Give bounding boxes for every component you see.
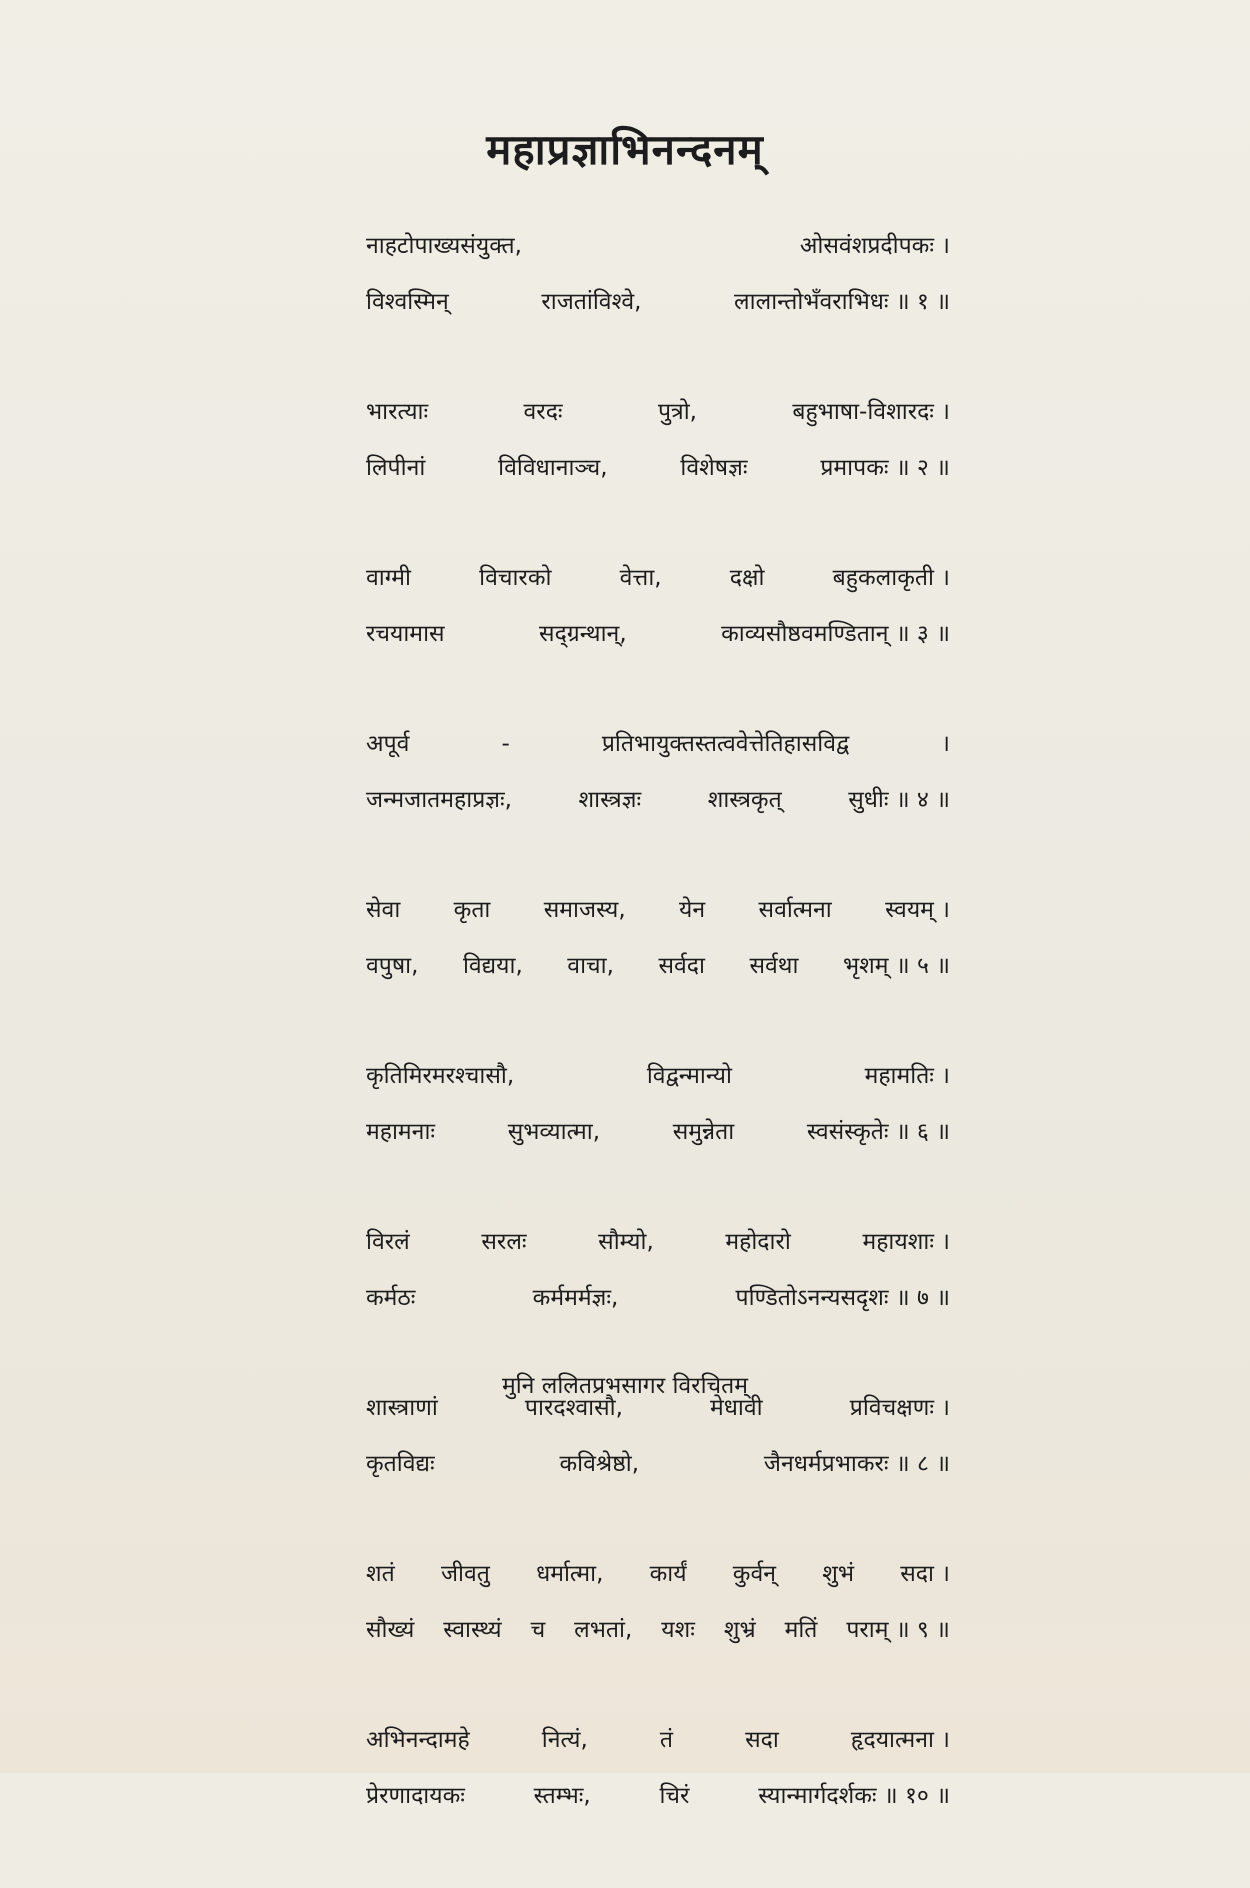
verse-line [366, 1778, 950, 1836]
verse-line [366, 1722, 950, 1778]
verse-word: वाचा, [567, 953, 614, 979]
verses [366, 228, 950, 1888]
verse-line [366, 1114, 950, 1172]
verse-word: विश्वस्मिन् [366, 289, 449, 315]
verse-word: यशः [661, 1617, 695, 1643]
verse-word: सुधीः ॥ ४ ॥ [848, 787, 950, 813]
verse-word: राजतांविश्वे, [541, 289, 642, 315]
verse-word: विद्वन्मान्यो [646, 1063, 732, 1089]
verse-word: समाजस्य, [543, 897, 626, 923]
verse-line [366, 560, 950, 616]
verse-word: शुभं [822, 1561, 855, 1587]
verse-word: स्तम्भः, [533, 1783, 591, 1809]
verse [366, 394, 950, 508]
verse-word: नाहटोपाख्यसंयुक्त, [366, 233, 522, 259]
verse-word: वेत्ता, [619, 565, 662, 591]
verse-word: - [501, 731, 510, 757]
verse-word: स्वसंस्कृतेः ॥ ६ ॥ [806, 1119, 950, 1145]
verse-line [366, 1446, 950, 1504]
verse-word: सर्वात्मना [758, 897, 832, 923]
verse-word: भारत्याः [366, 399, 429, 425]
verse-word: वपुषा, [366, 953, 419, 979]
verse-line [366, 284, 950, 342]
verse-word: सेवा [366, 897, 401, 923]
verse-word: कृता [453, 897, 491, 923]
verse-word: चिरं [659, 1783, 690, 1809]
verse-word: शुभ्रं [723, 1617, 756, 1643]
verse [366, 1390, 950, 1504]
verse-word: मतिं [784, 1617, 818, 1643]
verse-word: शतं [366, 1561, 395, 1587]
page-title: महाप्रज्ञाभिनन्दनम् [486, 125, 764, 174]
verse-word: सौख्यं [366, 1617, 415, 1643]
verse-word: च [530, 1617, 546, 1643]
verse-word: शास्त्रकृत् [707, 787, 782, 813]
verse-line [366, 1280, 950, 1338]
verse-line [366, 616, 950, 674]
verse-word: भृशम् ॥ ५ ॥ [842, 953, 950, 979]
verse [366, 560, 950, 674]
verse-word: मेधावी [710, 1395, 763, 1421]
verse-line [366, 1556, 950, 1612]
verse-word: जैनधर्मप्रभाकरः ॥ ८ ॥ [763, 1451, 950, 1477]
verse-word: कर्ममर्मज्ञः, [532, 1285, 619, 1311]
verse-word: कर्मठः [366, 1285, 416, 1311]
verse-word: बहुभाषा-विशारदः । [792, 399, 950, 425]
verse-word: कृतिमिरमरश्चासौ, [366, 1063, 515, 1089]
verse-line [366, 1612, 950, 1670]
verse-line [366, 450, 950, 508]
verse-word: विद्यया, [462, 953, 523, 979]
verse-word: विशेषज्ञः [680, 455, 748, 481]
verse-word: कुर्वन् [732, 1561, 777, 1587]
verse-word: अभिनन्दामहे [366, 1727, 470, 1753]
verse-word: कार्यं [649, 1561, 687, 1587]
verse-word: सर्वथा [749, 953, 799, 979]
verse [366, 1224, 950, 1338]
verse-word: हृदयात्मना । [850, 1727, 950, 1753]
verse-line [366, 394, 950, 450]
verse-word: महोदारो [725, 1229, 791, 1255]
verse-word: विविधानाञ्च, [498, 455, 608, 481]
verse-word: नित्यं, [541, 1727, 588, 1753]
verse-word: लिपीनां [366, 455, 426, 481]
verse-word: येन [679, 897, 706, 923]
author-credit: मुनि ललितप्रभसागर विरचितम् [501, 1373, 749, 1399]
verse-word: पराम् ॥ ९ ॥ [846, 1617, 950, 1643]
verse-word: महायशाः । [862, 1229, 950, 1255]
verse-word: प्रतिभायुक्तस्तत्ववेत्तेतिहासविद्व [601, 731, 850, 757]
verse-word: कृतविद्यः [366, 1451, 435, 1477]
verse-word: अपूर्व [366, 731, 410, 757]
verse-word: सदा । [900, 1561, 950, 1587]
verse-word: विचारको [479, 565, 552, 591]
verse-line [366, 892, 950, 948]
verse-word: सरलः [481, 1229, 527, 1255]
verse-word: स्वयम् । [885, 897, 950, 923]
verse-word: कविश्रेष्ठो, [559, 1451, 640, 1477]
verse [366, 726, 950, 840]
verse-word: काव्यसौष्ठवमण्डितान् ॥ ३ ॥ [721, 621, 950, 647]
verse-word: प्रेरणादायकः [366, 1783, 465, 1809]
verse [366, 1556, 950, 1670]
verse-word: जीवतु [440, 1561, 490, 1587]
verse-word: सर्वदा [658, 953, 705, 979]
verse-word: समुन्नेता [672, 1119, 735, 1145]
verse-line [366, 726, 950, 782]
verse-word: लालान्तोभँवराभिधः ॥ १ ॥ [734, 289, 950, 315]
verse [366, 1058, 950, 1172]
verse-word: महामनाः [366, 1119, 436, 1145]
verse-word: सुभव्यात्मा, [507, 1119, 601, 1145]
verse-word: प्रमापकः ॥ २ ॥ [820, 455, 950, 481]
verse-word: वाग्मी [366, 565, 411, 591]
verse-word: पुत्रो, [657, 399, 697, 425]
verse-word: सदा [745, 1727, 779, 1753]
verse [366, 228, 950, 342]
verse-word: वरदः [523, 399, 563, 425]
verse-word: लभतां, [574, 1617, 633, 1643]
verse-word: महामतिः । [864, 1063, 950, 1089]
verse-line [366, 948, 950, 1006]
verse [366, 892, 950, 1006]
verse-word: शास्त्रज्ञः [578, 787, 642, 813]
verse-word: सद्ग्रन्थान्, [539, 621, 627, 647]
verse-word: सौम्यो, [598, 1229, 654, 1255]
verse-word: दक्षो [729, 565, 765, 591]
verse-word: रचयामास [366, 621, 445, 647]
verse-word: । [941, 731, 950, 757]
verse-line [366, 1058, 950, 1114]
verse-word: धर्मात्मा, [536, 1561, 604, 1587]
verse-line [366, 782, 950, 840]
verse-word: विरलं [366, 1229, 410, 1255]
verse-line [366, 228, 950, 284]
verse-word: शास्त्राणां [366, 1395, 438, 1421]
verse-word: बहुकलाकृती । [832, 565, 950, 591]
verse-word: जन्मजातमहाप्रज्ञः, [366, 787, 512, 813]
verse-word: पण्डितोऽनन्यसदृशः ॥ ७ ॥ [735, 1285, 950, 1311]
verse-word: स्वास्थ्यं [443, 1617, 502, 1643]
verse-line [366, 1224, 950, 1280]
verse-word: स्यान्मार्गदर्शकः ॥ १० ॥ [758, 1783, 950, 1809]
verse-word: तं [659, 1727, 674, 1753]
verse-word: ओसवंशप्रदीपकः । [799, 233, 950, 259]
verse-word: प्रविचक्षणः । [849, 1395, 950, 1421]
verse-word: पारदश्वासौ, [524, 1395, 623, 1421]
verse [366, 1722, 950, 1836]
